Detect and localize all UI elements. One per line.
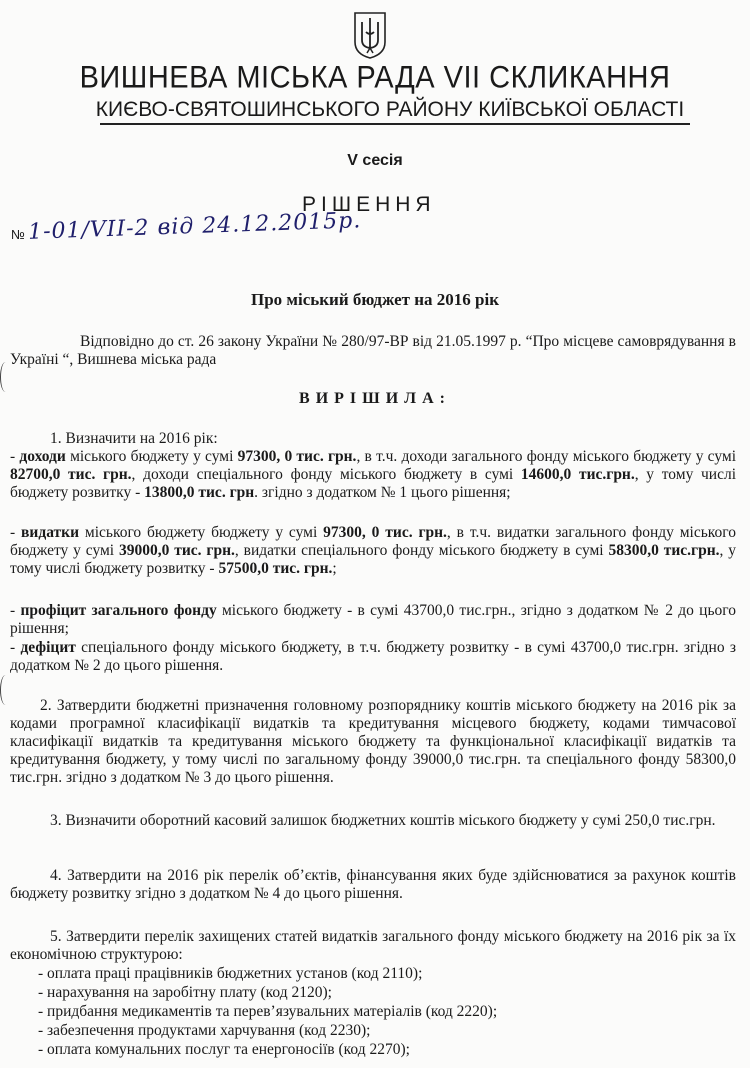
resolved-heading: ВИРІШИЛА: [299, 390, 451, 407]
punch-hole-mark [0, 675, 11, 705]
p1-intro: 1. Визначити на 2016 рік: [50, 430, 218, 447]
paragraph-4: 4. Затвердити на 2016 рік перелік об’єктів, фінансування яких буде здійснюватися за рахунок коштів бюджету розвитку згідно з додатком № 4 до цього рішення. [10, 867, 736, 902]
coat-of-arms-icon [351, 10, 389, 60]
list-item: - нарахування на заробітну плату (код 2120); [38, 984, 332, 1001]
list-item: - придбання медикаментів та перев’язувальних матеріалів (код 2220); [38, 1003, 498, 1020]
number-prefix: № [11, 227, 25, 242]
p1-expense: - видатки міського бюджету бюджету у сумі 97300, 0 тис. грн., в т.ч. видатки загального фонду міського бюджету у сумі 39000,0 тис. грн., видатки спеціального фонду міського бюджету в сумі 58300,0 тис.грн., у тому числі бюджету розвитку - 57500,0 тис. грн.; [10, 524, 737, 577]
list-item: - оплата комунальних послуг та енергоносіїв (код 2270); [38, 1041, 410, 1058]
paragraph-5-intro: 5. Затвердити перелік захищених статей видатків загального фонду міського бюджету на 2016 рік за їх економічною структурою: [10, 928, 736, 963]
district-name: КИЄВО-СВЯТОШИНСЬКОГО РАЙОНУ КИЇВСЬКОЇ ОБЛАСТІ [95, 98, 685, 121]
document-title: Про міський бюджет на 2016 рік [250, 290, 500, 309]
punch-hole-mark [0, 362, 11, 392]
p1-deficit: - дефіцит спеціального фонду міського бюджету, в т.ч. бюджету розвитку - в сумі 43700,0 тис.грн. згідно з додатком № 2 до цього рішення. [10, 639, 736, 674]
header-divider [100, 123, 690, 125]
council-name: ВИШНЕВА МІСЬКА РАДА VII СКЛИКАННЯ [79, 60, 671, 96]
session-label: V сесія [347, 152, 403, 169]
p1-income: - доходи міського бюджету у сумі 97300, 0 тис. грн., в т.ч. доходи загального фонду міського бюджету у сумі 82700,0 тис. грн., доходи спеціального фонду міського бюджету в сумі 14600,0 тис.грн., у тому числі бюджету розвитку - 13800,0 тис. грн. згідно з додатком № 1 цього рішення; [10, 448, 737, 501]
p1-surplus: - профіцит загального фонду міського бюджету - в сумі 43700,0 тис.грн., згідно з додатком № 2 до цього рішення; [10, 602, 736, 637]
list-item: - оплата праці працівників бюджетних установ (код 2110); [38, 965, 423, 982]
document-type: РІШЕННЯ [302, 193, 436, 216]
preamble: Відповідно до ст. 26 закону України № 280/97-ВР від 21.05.1997 р. “Про місцеве самоврядування в Україні “, Вишнева міська рада [10, 333, 736, 368]
handwritten-number: 1-01/VII-2 від 24.12.2015р. [27, 208, 362, 245]
list-item: - забезпечення продуктами харчування (код 2230); [38, 1022, 371, 1039]
paragraph-2: 2. Затвердити бюджетні призначення головному розпорядникy коштів міського бюджету на 2016 рік за кодами програмної класифікації видатків та кредитування місцевого бюджету, кодами тимчасової класифікації видатків та кредитування міського бюджету та функціональної класифікації видатків та кредитування бюджету, у тому числі по загальному фонду 39000,0 тис.грн. та спеціального фонду 58300,0 тис.грн. згідно з додатком № 3 до цього рішення. [10, 697, 736, 786]
protected-items-list [38, 965, 497, 1060]
paragraph-3: 3. Визначити оборотний касовий залишок бюджетних коштів міського бюджету у сумі 250,0 тис.грн. [50, 812, 716, 829]
